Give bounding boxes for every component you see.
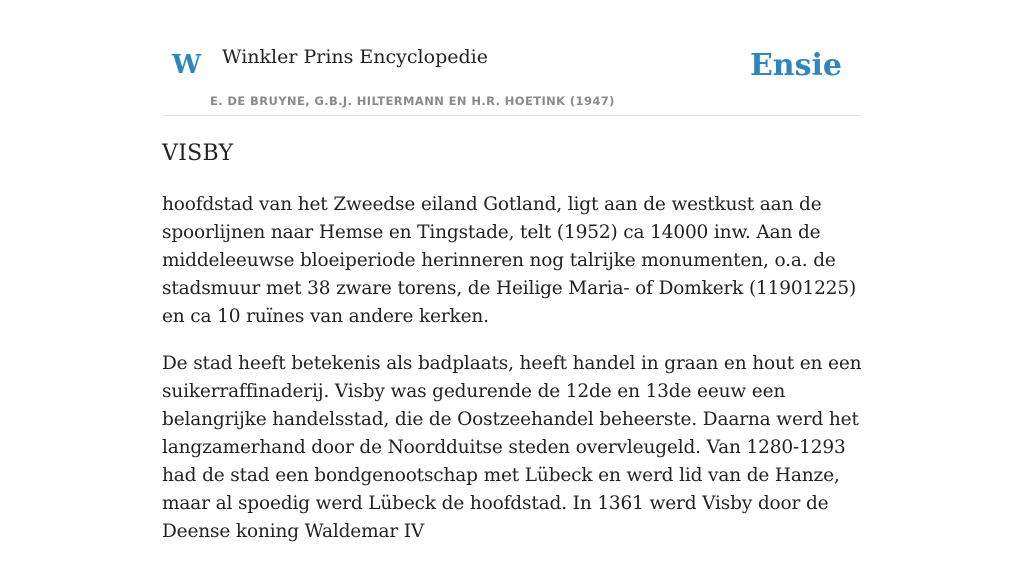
book-authors: E. DE BRUYNE, G.B.J. HILTERMANN EN H.R. HOETINK (1947) bbox=[210, 94, 615, 108]
ensie-brand-logo[interactable]: Ensie bbox=[749, 48, 842, 83]
encyclopedia-logo[interactable]: W bbox=[172, 50, 202, 80]
entry-paragraph: hoofdstad van het Zweedse eiland Gotland, ligt aan de westkust aan de spoorlijnen naar Hemse en Tingstade, telt (1952) ca 14000 inw. Aan de middeleeuwse bloeiperiode herinneren nog talrijke monumenten, o.a. de stadsmuur met 38 zware torens, de Heilige Maria- of Domkerk (11901225) en ca 10 ruïnes van andere kerken. bbox=[162, 193, 857, 327]
site-header bbox=[162, 0, 862, 116]
entry-paragraph: De stad heeft betekenis als badplaats, heeft handel in graan en hout en een suikerraffinaderij. Visby was gedurende de 12de en 13de eeuw een belangrijke handelsstad, die de Oostzeehandel beheerste. Daarna werd het langzamerhand door de Noordduitse steden overvleugeld. Van 1280-1293 had de stad een bondgenootschap met Lübeck en werd lid van de Hanze, maar al spoedig werd Lübeck de hoofdstad. In 1361 werd Visby door de Deense koning Waldemar IV bbox=[162, 352, 862, 542]
entry-content bbox=[162, 140, 872, 565]
entry-title: VISBY bbox=[162, 141, 234, 166]
book-title[interactable]: Winkler Prins Encyclopedie bbox=[222, 46, 488, 68]
